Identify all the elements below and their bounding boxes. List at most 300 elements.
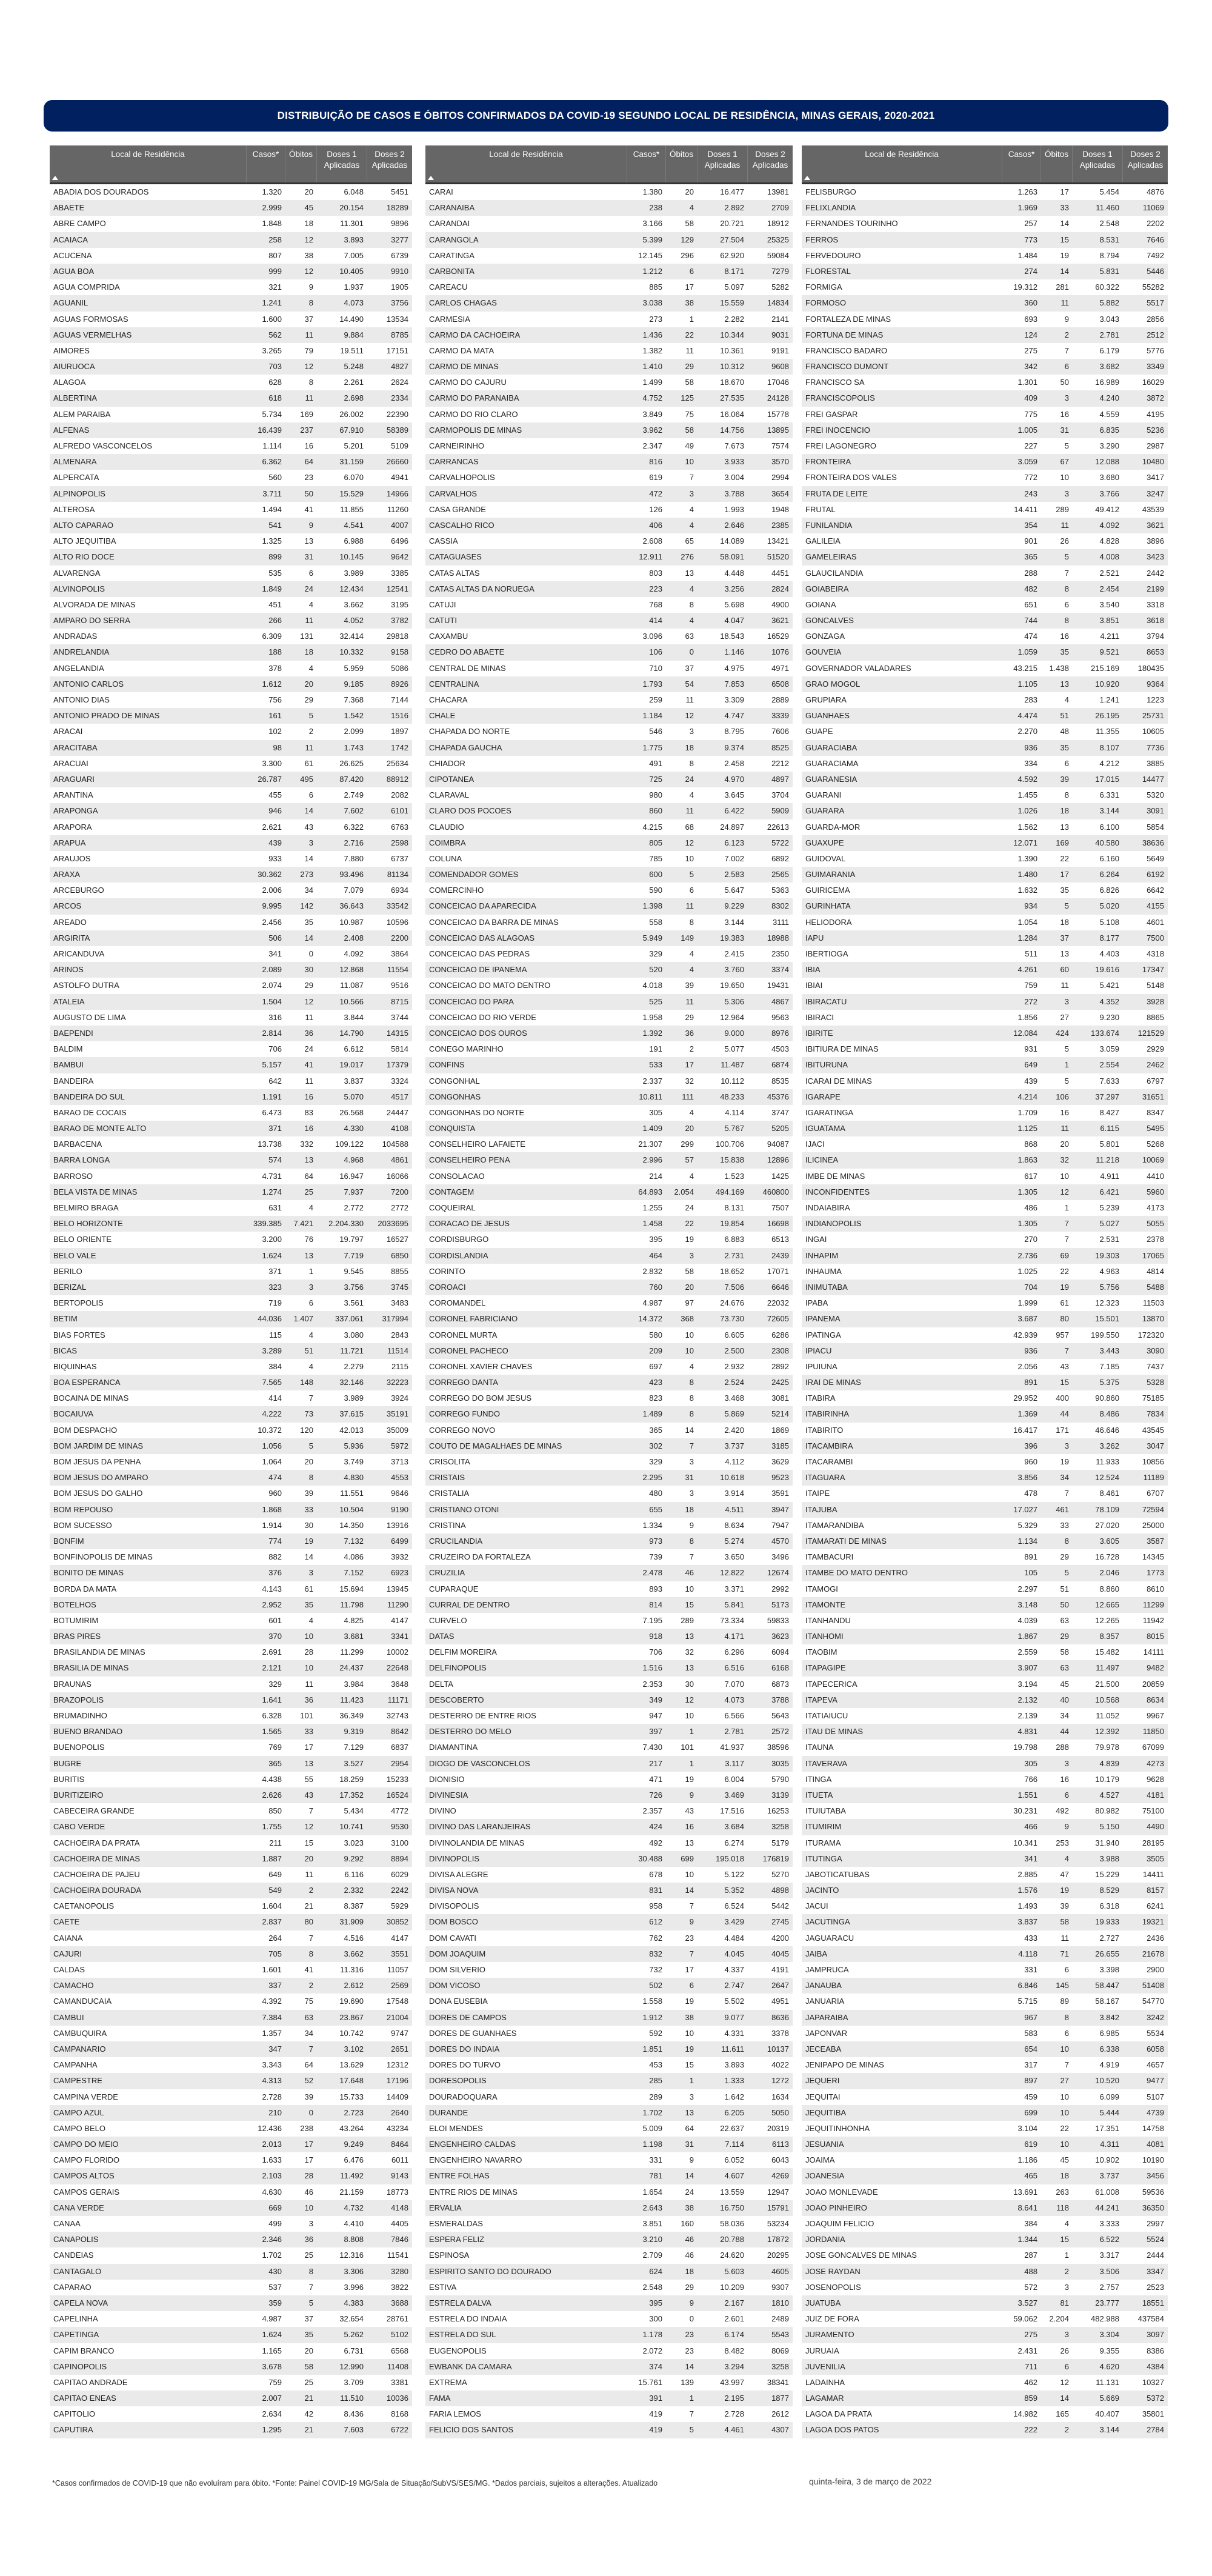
sort-ascending-icon[interactable] bbox=[804, 176, 810, 180]
cell-doses2: 4273 bbox=[1147, 1758, 1164, 1768]
cell-doses2: 9563 bbox=[771, 1012, 789, 1022]
cell-casos: 2.996 bbox=[642, 1155, 662, 1165]
cell-doses1: 12.665 bbox=[1095, 1600, 1119, 1609]
table-row bbox=[802, 1914, 1168, 1930]
cell-doses1: 6.605 bbox=[724, 1330, 744, 1340]
cell-doses2: 3097 bbox=[1147, 2330, 1164, 2340]
cell-obitos: 4 bbox=[689, 616, 694, 626]
cell-doses1: 5.603 bbox=[724, 2266, 744, 2276]
cell-doses2: 2598 bbox=[391, 838, 408, 847]
cell-doses1: 10.618 bbox=[720, 1473, 744, 1483]
header-casos[interactable] bbox=[1002, 145, 1041, 182]
cell-doses2: 3456 bbox=[1147, 2171, 1164, 2181]
cell-doses2: 12896 bbox=[767, 1155, 789, 1165]
cell-doses2: 4081 bbox=[1147, 2140, 1164, 2149]
cell-doses2: 3047 bbox=[1147, 1441, 1164, 1450]
table-row bbox=[802, 2327, 1168, 2343]
cell-doses1: 40.407 bbox=[1095, 2409, 1119, 2419]
cell-doses2: 1516 bbox=[391, 711, 408, 721]
table-row bbox=[425, 1867, 793, 1883]
cell-doses1: 15.733 bbox=[339, 2092, 364, 2101]
cell-doses1: 15.501 bbox=[1095, 1314, 1119, 1324]
cell-local: BICAS bbox=[53, 1346, 78, 1355]
cell-obitos: 8 bbox=[689, 758, 694, 768]
cell-obitos: 22 bbox=[685, 1219, 694, 1229]
cell-doses2: 11942 bbox=[1142, 1615, 1164, 1625]
cell-doses1: 20.788 bbox=[720, 2235, 744, 2244]
cell-doses1: 337.061 bbox=[335, 1314, 364, 1324]
cell-obitos: 8 bbox=[1064, 1536, 1069, 1546]
cell-obitos: 11 bbox=[305, 330, 313, 339]
cell-casos: 371 bbox=[268, 1266, 282, 1276]
cell-doses1: 3.117 bbox=[725, 1758, 744, 1768]
cell-doses1: 5.454 bbox=[1099, 187, 1119, 196]
cell-doses2: 2843 bbox=[391, 1330, 408, 1340]
table-row bbox=[802, 1232, 1168, 1247]
cell-casos: 535 bbox=[268, 568, 282, 578]
table-row bbox=[802, 661, 1168, 676]
cell-obitos: 10 bbox=[304, 2203, 313, 2212]
cell-local: ITURAMA bbox=[805, 1838, 841, 1847]
table-row bbox=[802, 2232, 1168, 2247]
table-row bbox=[50, 2200, 412, 2216]
table-row bbox=[50, 248, 412, 264]
cell-obitos: 55 bbox=[304, 1774, 313, 1784]
cell-doses1: 5.936 bbox=[344, 1441, 364, 1450]
cell-doses2: 6707 bbox=[1147, 1489, 1164, 1498]
table-row bbox=[425, 359, 793, 375]
cell-obitos: 424 bbox=[1056, 1028, 1069, 1038]
cell-local: CHAPADA DO NORTE bbox=[429, 727, 510, 736]
cell-doses1: 13.629 bbox=[339, 2060, 364, 2070]
cell-doses1: 3.540 bbox=[1099, 599, 1119, 609]
cell-obitos: 4 bbox=[308, 599, 313, 609]
cell-obitos: 42 bbox=[304, 2409, 313, 2419]
cell-doses1: 10.209 bbox=[720, 2282, 744, 2292]
table-row bbox=[50, 1565, 412, 1581]
cell-casos: 2.634 bbox=[262, 2409, 282, 2419]
table-row bbox=[802, 1819, 1168, 1835]
cell-doses1: 12.323 bbox=[1095, 1298, 1119, 1308]
cell-doses2: 11554 bbox=[387, 965, 408, 975]
cell-doses2: 2856 bbox=[1147, 314, 1164, 324]
cell-doses2: 3947 bbox=[771, 1504, 789, 1514]
sort-ascending-icon[interactable] bbox=[52, 176, 58, 180]
cell-local: GUARARA bbox=[805, 806, 845, 816]
cell-obitos: 3 bbox=[689, 1457, 694, 1466]
cell-casos: 300 bbox=[649, 2314, 662, 2324]
cell-obitos: 18 bbox=[685, 742, 694, 752]
header-casos-label: Casos* bbox=[633, 150, 660, 159]
cell-obitos: 5 bbox=[689, 2425, 694, 2435]
cell-doses2: 2994 bbox=[771, 473, 789, 482]
cell-obitos: 16 bbox=[1060, 409, 1069, 419]
header-doses1[interactable] bbox=[698, 145, 748, 182]
cell-local: ILICINEA bbox=[805, 1155, 839, 1165]
cell-doses1: 3.443 bbox=[1099, 1346, 1119, 1355]
cell-doses2: 2640 bbox=[391, 2107, 408, 2117]
cell-doses2: 31651 bbox=[1142, 1092, 1164, 1101]
cell-doses2: 317994 bbox=[382, 1314, 408, 1324]
cell-casos: 1.576 bbox=[1017, 1886, 1037, 1895]
cell-doses1: 1.937 bbox=[344, 282, 364, 292]
cell-local: CATUTI bbox=[429, 616, 457, 626]
cell-local: ALTEROSA bbox=[53, 504, 95, 514]
cell-casos: 317 bbox=[1024, 2060, 1037, 2070]
cell-local: DATAS bbox=[429, 1632, 454, 1641]
cell-doses1: 2.046 bbox=[1099, 1568, 1119, 1578]
cell-local: CAPITAO ENEAS bbox=[53, 2394, 116, 2403]
header-doses2[interactable] bbox=[748, 145, 793, 182]
table-row bbox=[802, 898, 1168, 914]
cell-doses2: 10190 bbox=[1142, 2155, 1164, 2165]
table-row bbox=[425, 1216, 793, 1232]
cell-local: ALVORADA DE MINAS bbox=[53, 599, 136, 609]
cell-casos: 967 bbox=[1024, 2012, 1037, 2022]
cell-doses1: 5.882 bbox=[1099, 298, 1119, 308]
cell-casos: 365 bbox=[649, 1425, 662, 1435]
table-row bbox=[802, 740, 1168, 756]
table-row bbox=[802, 2057, 1168, 2073]
cell-local: CASSIA bbox=[429, 536, 458, 546]
cell-doses2: 5102 bbox=[391, 2330, 408, 2340]
cell-obitos: 7.421 bbox=[293, 1219, 313, 1229]
cell-local: CAREACU bbox=[429, 282, 468, 292]
cell-doses2: 1948 bbox=[771, 504, 789, 514]
header-obitos[interactable] bbox=[666, 145, 698, 182]
table-row bbox=[425, 312, 793, 327]
cell-doses1: 9.292 bbox=[344, 1854, 364, 1863]
cell-obitos: 20 bbox=[685, 1124, 694, 1133]
cell-doses1: 2.521 bbox=[1099, 568, 1119, 578]
cell-obitos: 149 bbox=[681, 933, 694, 943]
cell-doses1: 195.018 bbox=[716, 1854, 744, 1863]
table-row bbox=[50, 1533, 412, 1549]
cell-casos: 472 bbox=[649, 489, 662, 498]
cell-doses2: 3417 bbox=[1147, 473, 1164, 482]
cell-doses1: 11.497 bbox=[1096, 1663, 1119, 1673]
cell-obitos: 39 bbox=[304, 2092, 313, 2101]
header-casos[interactable] bbox=[627, 145, 666, 182]
cell-casos: 1.184 bbox=[642, 711, 662, 721]
table-row bbox=[425, 486, 793, 502]
table-row bbox=[425, 1184, 793, 1200]
cell-obitos: 1 bbox=[689, 314, 694, 324]
cell-casos: 439 bbox=[1024, 1076, 1037, 1086]
cell-doses1: 10.504 bbox=[339, 1504, 364, 1514]
table-row bbox=[802, 1105, 1168, 1121]
cell-doses2: 3704 bbox=[771, 790, 789, 800]
cell-local: CONSELHEIRO PENA bbox=[429, 1155, 510, 1165]
cell-obitos: 16 bbox=[685, 1822, 694, 1832]
cell-doses2: 26660 bbox=[386, 457, 408, 467]
cell-doses1: 3.144 bbox=[724, 917, 744, 927]
cell-doses2: 6892 bbox=[771, 853, 789, 863]
cell-local: CARANAIBA bbox=[429, 203, 475, 213]
cell-local: IPABA bbox=[805, 1298, 828, 1308]
cell-casos: 960 bbox=[1024, 1457, 1037, 1466]
cell-obitos: 9 bbox=[308, 282, 313, 292]
cell-local: ITACAMBIRA bbox=[805, 1441, 853, 1450]
cell-doses2: 17196 bbox=[386, 2076, 408, 2086]
cell-local: IJACI bbox=[805, 1140, 825, 1149]
cell-obitos: 461 bbox=[1056, 1504, 1069, 1514]
table-row bbox=[50, 279, 412, 295]
cell-casos: 1.056 bbox=[262, 1441, 282, 1450]
cell-local: CANAPOLIS bbox=[53, 2235, 99, 2244]
cell-doses2: 6101 bbox=[391, 806, 408, 816]
cell-doses2: 5442 bbox=[771, 1901, 789, 1911]
cell-casos: 725 bbox=[649, 774, 662, 784]
cell-obitos: 21 bbox=[304, 2394, 313, 2403]
header-casos[interactable] bbox=[247, 145, 285, 182]
cell-obitos: 63 bbox=[1060, 1615, 1069, 1625]
table-row bbox=[425, 1533, 793, 1549]
cell-casos: 395 bbox=[649, 2298, 662, 2307]
table-row bbox=[425, 438, 793, 454]
cell-doses2: 2082 bbox=[391, 790, 408, 800]
cell-doses2: 54770 bbox=[1142, 1997, 1164, 2006]
cell-doses1: 6.048 bbox=[344, 187, 364, 196]
cell-local: BRAUNAS bbox=[53, 1679, 92, 1689]
cell-obitos: 4 bbox=[1064, 1854, 1069, 1863]
cell-obitos: 15 bbox=[685, 2060, 694, 2070]
cell-local: CONTAGEM bbox=[429, 1187, 474, 1196]
cell-obitos: 29 bbox=[1060, 1632, 1069, 1641]
table-row bbox=[425, 851, 793, 867]
cell-doses2: 1742 bbox=[391, 742, 408, 752]
header-doses1[interactable] bbox=[317, 145, 367, 182]
cell-obitos: 52 bbox=[304, 2076, 313, 2086]
table-row bbox=[50, 1423, 412, 1438]
cell-doses1: 11.087 bbox=[340, 981, 364, 990]
table-row bbox=[50, 1914, 412, 1930]
cell-obitos: 3 bbox=[308, 2219, 313, 2228]
cell-local: IBIAI bbox=[805, 981, 823, 990]
cell-doses2: 2997 bbox=[1147, 2219, 1164, 2228]
cell-doses1: 4.911 bbox=[1100, 1171, 1119, 1181]
cell-local: DESTERRO DO MELO bbox=[429, 1727, 511, 1737]
cell-local: JOAIMA bbox=[805, 2155, 835, 2165]
cell-casos: 1.868 bbox=[262, 1504, 282, 1514]
cell-casos: 891 bbox=[1024, 1552, 1037, 1562]
table-row bbox=[425, 597, 793, 613]
cell-local: ABRE CAMPO bbox=[53, 219, 106, 229]
header-doses1[interactable] bbox=[1073, 145, 1123, 182]
table-row bbox=[425, 2264, 793, 2280]
cell-local: CAETE bbox=[53, 1917, 80, 1927]
table-body bbox=[50, 184, 412, 2438]
cell-doses1: 3.788 bbox=[724, 489, 744, 498]
cell-obitos: 13 bbox=[685, 1838, 694, 1847]
cell-local: BUENOPOLIS bbox=[53, 1743, 105, 1752]
cell-obitos: 101 bbox=[300, 1711, 313, 1720]
cell-obitos: 7 bbox=[1064, 1219, 1069, 1229]
cell-doses2: 11057 bbox=[387, 1965, 408, 1974]
cell-doses1: 24.897 bbox=[720, 822, 744, 832]
table-row bbox=[50, 1867, 412, 1883]
table-row bbox=[425, 1819, 793, 1835]
cell-casos: 275 bbox=[1024, 345, 1037, 355]
cell-obitos: 6 bbox=[1064, 2028, 1069, 2038]
cell-doses1: 3.371 bbox=[724, 1584, 744, 1593]
cell-casos: 1.320 bbox=[262, 187, 282, 196]
cell-casos: 1.851 bbox=[642, 2044, 662, 2054]
cell-casos: 188 bbox=[268, 647, 282, 657]
cell-casos: 102 bbox=[268, 727, 282, 736]
header-local-label: Local de Residência bbox=[111, 150, 185, 159]
cell-obitos: 10 bbox=[685, 457, 694, 467]
cell-casos: 451 bbox=[268, 599, 282, 609]
cell-local: JEQUERI bbox=[805, 2076, 840, 2086]
cell-doses1: 73.334 bbox=[720, 1615, 744, 1625]
cell-casos: 266 bbox=[268, 616, 282, 626]
table-row bbox=[50, 883, 412, 898]
table-row bbox=[802, 1010, 1168, 1026]
cell-local: COMENDADOR GOMES bbox=[429, 870, 519, 879]
cell-local: CONCEICAO DE IPANEMA bbox=[429, 965, 527, 975]
table-row bbox=[802, 2026, 1168, 2041]
table-row bbox=[425, 994, 793, 1010]
cell-local: CONGONHAS bbox=[429, 1092, 481, 1101]
cell-local: ARAPONGA bbox=[53, 806, 98, 816]
table-row bbox=[50, 1581, 412, 1597]
cell-casos: 329 bbox=[268, 1679, 282, 1689]
cell-local: CARMO DO RIO CLARO bbox=[429, 409, 518, 419]
cell-casos: 3.194 bbox=[1017, 1679, 1037, 1689]
cell-casos: 1.612 bbox=[262, 679, 282, 689]
cell-casos: 2.013 bbox=[262, 2140, 282, 2149]
cell-casos: 5.329 bbox=[1017, 1520, 1037, 1530]
table-row bbox=[50, 2280, 412, 2295]
cell-local: FORMOSO bbox=[805, 298, 847, 308]
cell-doses1: 62.920 bbox=[720, 250, 744, 260]
cell-obitos: 276 bbox=[681, 552, 694, 562]
header-obitos[interactable] bbox=[1041, 145, 1073, 182]
cell-local: FORTALEZA DE MINAS bbox=[805, 314, 891, 324]
cell-doses1: 199.550 bbox=[1091, 1330, 1119, 1340]
cell-doses1: 5.698 bbox=[724, 599, 744, 609]
cell-obitos: 10 bbox=[1060, 473, 1069, 482]
cell-doses1: 11.855 bbox=[340, 504, 364, 514]
cell-doses2: 3090 bbox=[1147, 1346, 1164, 1355]
cell-doses2: 14477 bbox=[1142, 774, 1164, 784]
cell-obitos: 20 bbox=[304, 1457, 313, 1466]
cell-casos: 850 bbox=[268, 1806, 282, 1816]
cell-doses1: 9.355 bbox=[1099, 2346, 1119, 2355]
cell-casos: 1.551 bbox=[1017, 1790, 1037, 1800]
cell-doses1: 5.444 bbox=[1099, 2107, 1119, 2117]
cell-obitos: 38 bbox=[685, 298, 694, 308]
cell-doses2: 25731 bbox=[1142, 711, 1164, 721]
cell-obitos: 6 bbox=[689, 886, 694, 895]
cell-obitos: 0 bbox=[689, 2314, 694, 2324]
cell-local: DOM JOAQUIM bbox=[429, 1949, 486, 1958]
cell-doses2: 2436 bbox=[1147, 1933, 1164, 1943]
cell-obitos: 368 bbox=[681, 1314, 694, 1324]
cell-doses1: 6.160 bbox=[1099, 853, 1119, 863]
cell-local: BELA VISTA DE MINAS bbox=[53, 1187, 138, 1196]
cell-doses1: 4.311 bbox=[1100, 2140, 1119, 2149]
cell-doses1: 2.727 bbox=[1099, 1933, 1119, 1943]
cell-local: CAXAMBU bbox=[429, 632, 468, 641]
sort-ascending-icon[interactable] bbox=[428, 176, 434, 180]
cell-doses2: 4772 bbox=[391, 1806, 408, 1816]
cell-doses1: 11.798 bbox=[340, 1600, 364, 1609]
cell-local: CRISTAIS bbox=[429, 1473, 465, 1483]
cell-local: ITUIUTABA bbox=[805, 1806, 846, 1816]
cell-doses2: 6192 bbox=[1147, 870, 1164, 879]
header-obitos[interactable] bbox=[285, 145, 317, 182]
header-doses2[interactable] bbox=[1123, 145, 1168, 182]
table-row bbox=[425, 1978, 793, 1994]
header-local[interactable] bbox=[802, 145, 1002, 182]
cell-casos: 273 bbox=[649, 314, 662, 324]
cell-local: DIVINO DAS LARANJEIRAS bbox=[429, 1822, 531, 1832]
table-row bbox=[50, 184, 412, 200]
cell-doses2: 94087 bbox=[767, 1140, 789, 1149]
cell-casos: 4.392 bbox=[262, 1997, 282, 2006]
table-row bbox=[50, 1406, 412, 1422]
cell-doses1: 8.634 bbox=[724, 1520, 744, 1530]
table-row bbox=[50, 1184, 412, 1200]
table-row bbox=[802, 1883, 1168, 1898]
header-doses2[interactable] bbox=[367, 145, 412, 182]
table-row bbox=[425, 613, 793, 629]
cell-casos: 26.787 bbox=[258, 774, 282, 784]
cell-doses1: 6.115 bbox=[1100, 1124, 1119, 1133]
cell-doses1: 2.781 bbox=[724, 1727, 744, 1737]
header-local[interactable] bbox=[425, 145, 627, 182]
cell-doses2: 14409 bbox=[386, 2092, 408, 2101]
table-row bbox=[50, 1835, 412, 1851]
cell-casos: 8.641 bbox=[1017, 2203, 1037, 2212]
cell-casos: 12.071 bbox=[1013, 838, 1037, 847]
cell-local: BOM DESPACHO bbox=[53, 1425, 118, 1435]
cell-casos: 305 bbox=[1024, 1758, 1037, 1768]
table-row bbox=[802, 486, 1168, 502]
cell-local: CABECEIRA GRANDE bbox=[53, 1806, 135, 1816]
cell-local: ALPERCATA bbox=[53, 473, 99, 482]
cell-obitos: 2 bbox=[308, 727, 313, 736]
cell-local: CLARO DOS POCOES bbox=[429, 806, 511, 816]
cell-local: CAPELA NOVA bbox=[53, 2298, 108, 2307]
cell-doses2: 5086 bbox=[391, 663, 408, 673]
cell-local: CARMO DO PARANAIBA bbox=[429, 393, 519, 403]
cell-doses1: 4.448 bbox=[724, 568, 744, 578]
table-row bbox=[802, 994, 1168, 1010]
table-row bbox=[50, 1152, 412, 1168]
table-row bbox=[425, 2041, 793, 2057]
cell-doses2: 13945 bbox=[386, 1584, 408, 1593]
cell-casos: 546 bbox=[649, 727, 662, 736]
cell-doses2: 4570 bbox=[771, 1536, 789, 1546]
cell-local: JEQUITIBA bbox=[805, 2107, 847, 2117]
cell-local: AREADO bbox=[53, 917, 87, 927]
header-local[interactable] bbox=[50, 145, 247, 182]
table-row bbox=[802, 1152, 1168, 1168]
table-row bbox=[50, 1057, 412, 1073]
cell-doses1: 1.542 bbox=[344, 711, 364, 721]
cell-obitos: 4 bbox=[689, 1361, 694, 1371]
cell-doses1: 2.612 bbox=[344, 1981, 364, 1990]
cell-obitos: 13 bbox=[685, 568, 694, 578]
cell-local: CAMPO AZUL bbox=[53, 2107, 104, 2117]
cell-doses2: 3621 bbox=[1147, 520, 1164, 530]
cell-casos: 704 bbox=[1024, 1282, 1037, 1292]
cell-doses2: 1869 bbox=[771, 1425, 789, 1435]
cell-doses1: 11.721 bbox=[340, 1346, 364, 1355]
